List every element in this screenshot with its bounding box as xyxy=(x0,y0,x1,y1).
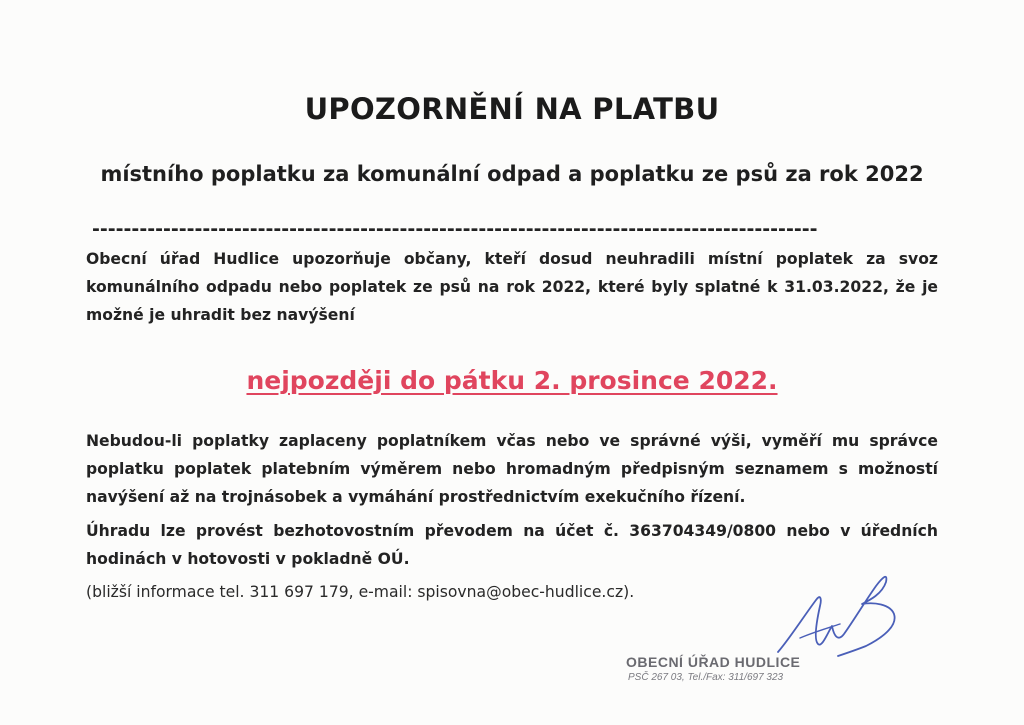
paragraph-payment-methods: Úhradu lze provést bezhotovostním převodem na účet č. 363704349/0800 nebo v úředních hodinách v hotovosti v pokladně OÚ. xyxy=(86,522,938,568)
dashed-divider: -------------------------------------------------------------------------------------------- xyxy=(92,218,818,240)
notice-title: UPOZORNĚNÍ NA PLATBU xyxy=(304,92,720,126)
stamp-office-name: OBECNÍ ÚŘAD HUDLICE xyxy=(626,654,801,670)
paragraph-unpaid-fees: Obecní úřad Hudlice upozorňuje občany, kteří dosud neuhradili místní poplatek za svoz komunálního odpadu nebo poplatek ze psů na rok 2022, které byly splatné k 31.03.2022, že je možné je uhradit bez navýšení xyxy=(86,250,938,324)
contact-info: (bližší informace tel. 311 697 179, e-mail: spisovna@obec-hudlice.cz). xyxy=(86,583,635,601)
paragraph-consequences: Nebudou-li poplatky zaplaceny poplatníkem včas nebo ve správné výši, vyměří mu správce poplatku poplatek platebním výměrem nebo hromadným předpisným seznamem s možností navýšení až na trojnásobek a vymáhání prostřednictvím exekučního řízení. xyxy=(86,432,938,506)
payment-deadline: nejpozději do pátku 2. prosince 2022. xyxy=(246,366,778,395)
stamp-office-address: PSČ 267 03, Tel./Fax: 311/697 323 xyxy=(628,672,784,683)
notice-subtitle: místního poplatku za komunální odpad a poplatku ze psů za rok 2022 xyxy=(100,162,924,186)
